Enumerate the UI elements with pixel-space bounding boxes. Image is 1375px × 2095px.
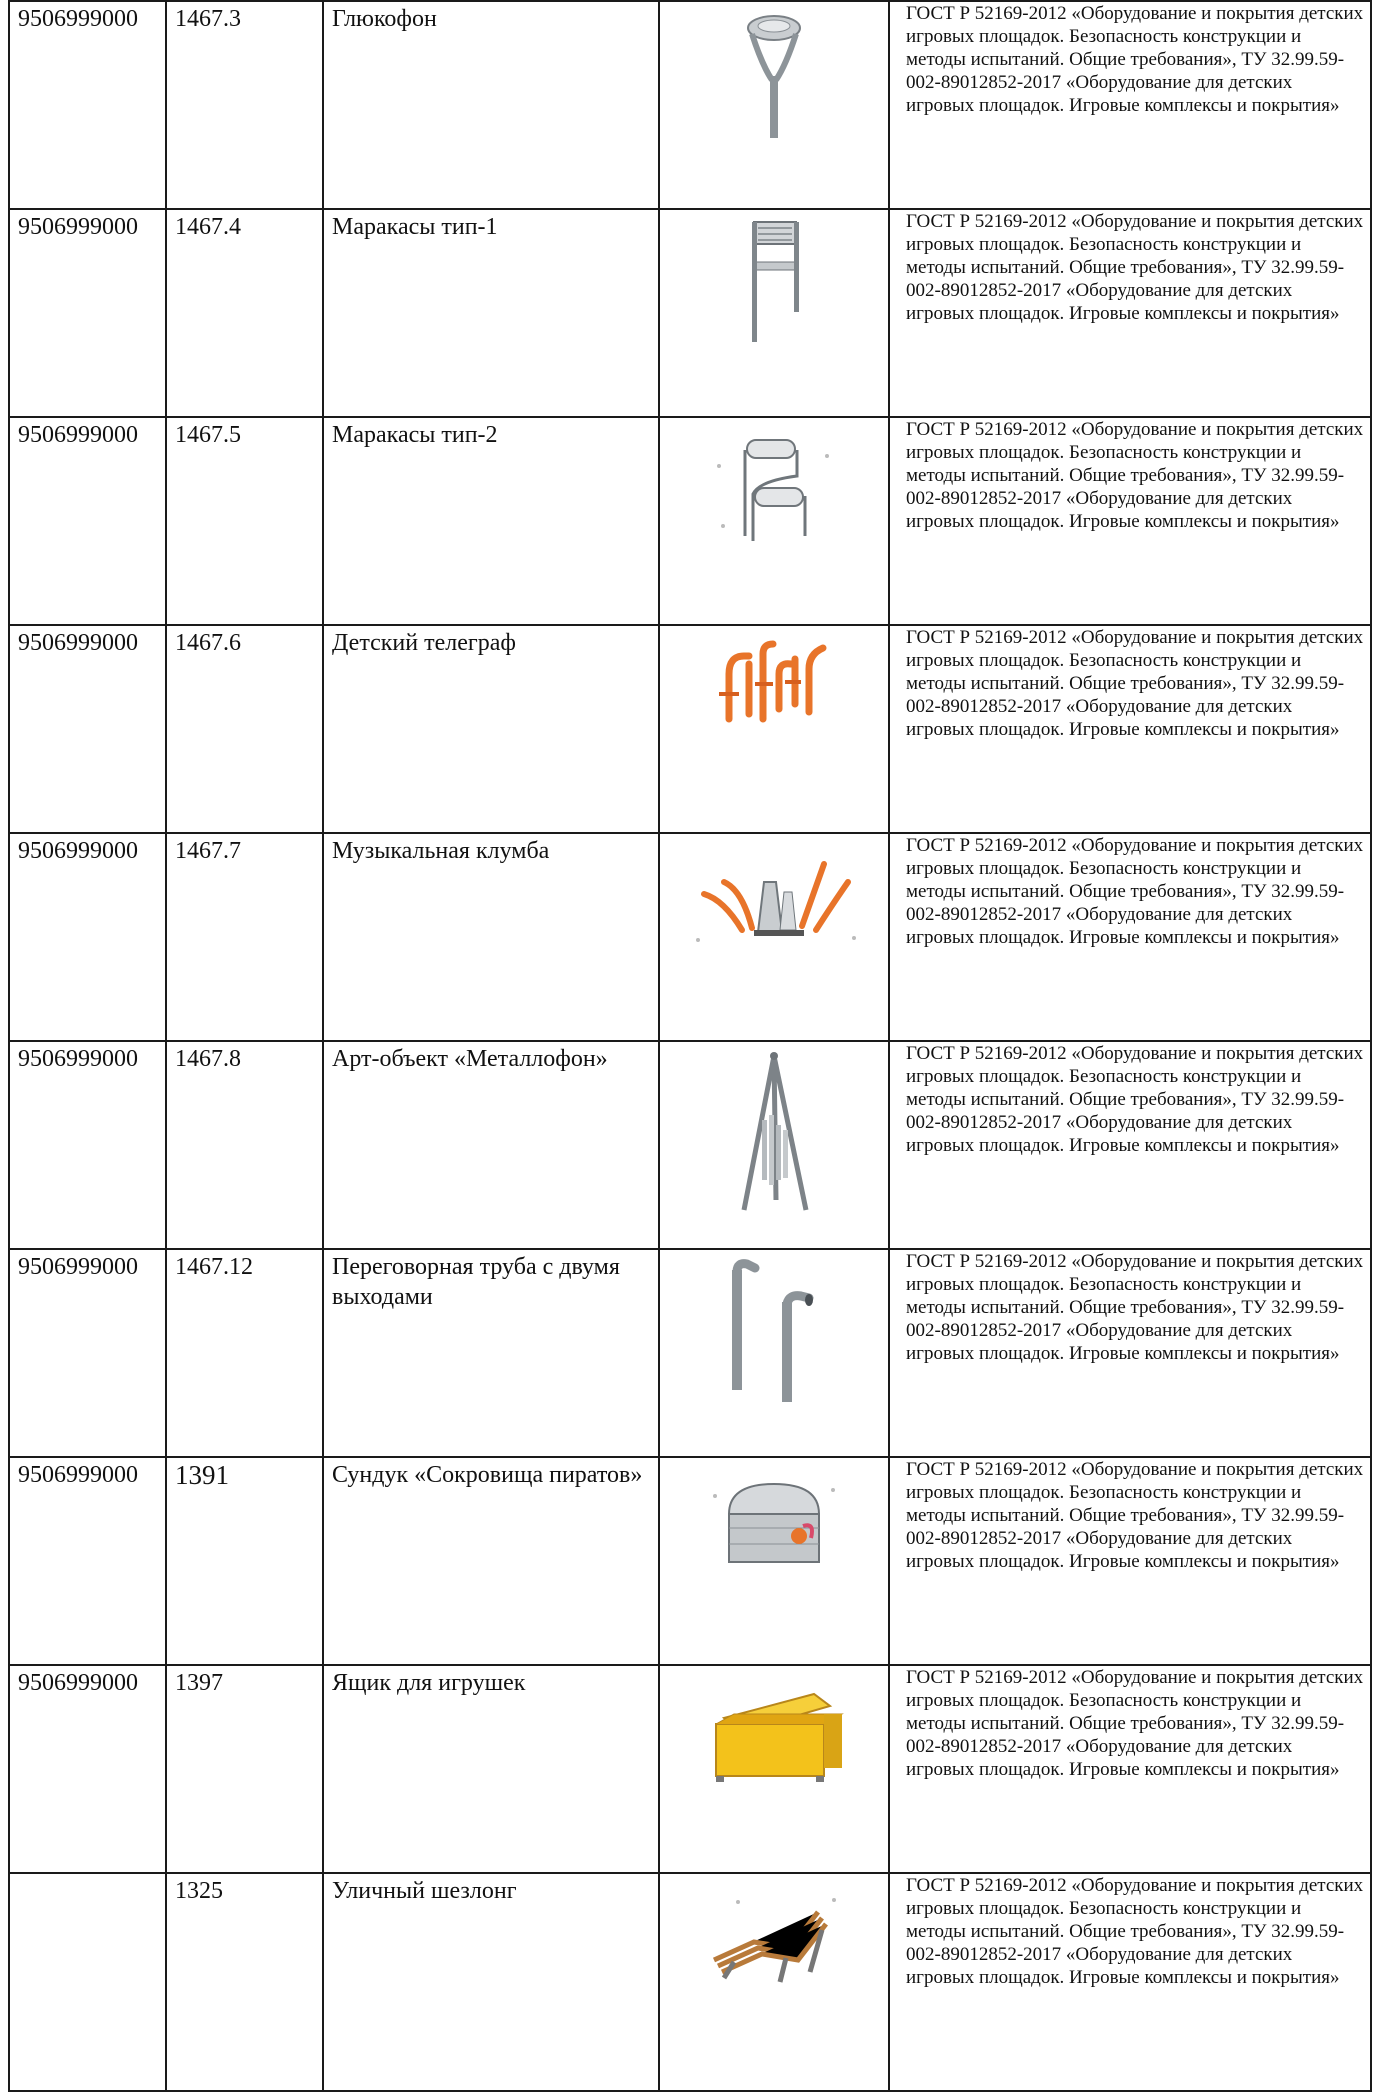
number-cell: 1467.6 bbox=[166, 625, 323, 833]
code-cell: 9506999000 bbox=[9, 1, 166, 209]
image-cell bbox=[659, 1249, 889, 1457]
maracas-type2-picture bbox=[699, 426, 849, 556]
code-cell: 9506999000 bbox=[9, 1041, 166, 1249]
equipment-table bbox=[8, 0, 1372, 2092]
image-cell bbox=[659, 833, 889, 1041]
name-cell: Переговорная труба с двумя выходами bbox=[323, 1249, 659, 1457]
number-cell: 1391 bbox=[166, 1457, 323, 1665]
number-cell: 1467.4 bbox=[166, 209, 323, 417]
name-cell: Маракасы тип-1 bbox=[323, 209, 659, 417]
street-lounger-picture bbox=[694, 1882, 854, 2002]
table-row bbox=[9, 625, 1371, 833]
standard-cell: ГОСТ Р 52169-2012 «Оборудование и покрытия детских игровых площадок. Безопасность конструкции и методы испытаний. Общие требования», ТУ 32.99.59-002-89012852-2017 «Оборудование для детских игровых площадок. Игровые комплексы и покрытия» bbox=[889, 417, 1371, 625]
standard-cell: ГОСТ Р 52169-2012 «Оборудование и покрытия детских игровых площадок. Безопасность конструкции и методы испытаний. Общие требования», ТУ 32.99.59-002-89012852-2017 «Оборудование для детских игровых площадок. Игровые комплексы и покрытия» bbox=[889, 833, 1371, 1041]
name-cell: Музыкальная клумба bbox=[323, 833, 659, 1041]
table-row bbox=[9, 1, 1371, 209]
name-cell: Арт-объект «Металлофон» bbox=[323, 1041, 659, 1249]
code-cell: 9506999000 bbox=[9, 1457, 166, 1665]
name-cell: Уличный шезлонг bbox=[323, 1873, 659, 2091]
number-cell: 1467.7 bbox=[166, 833, 323, 1041]
table-row bbox=[9, 1457, 1371, 1665]
name-cell: Глюкофон bbox=[323, 1, 659, 209]
number-cell: 1467.5 bbox=[166, 417, 323, 625]
glucophone-picture bbox=[714, 10, 834, 140]
table-row bbox=[9, 209, 1371, 417]
image-cell bbox=[659, 1, 889, 209]
standard-cell: ГОСТ Р 52169-2012 «Оборудование и покрытия детских игровых площадок. Безопасность конструкции и методы испытаний. Общие требования», ТУ 32.99.59-002-89012852-2017 «Оборудование для детских игровых площадок. Игровые комплексы и покрытия» bbox=[889, 1873, 1371, 2091]
code-cell: 9506999000 bbox=[9, 833, 166, 1041]
musical-flowerbed-picture bbox=[684, 842, 864, 952]
standard-cell: ГОСТ Р 52169-2012 «Оборудование и покрытия детских игровых площадок. Безопасность конструкции и методы испытаний. Общие требования», ТУ 32.99.59-002-89012852-2017 «Оборудование для детских игровых площадок. Игровые комплексы и покрытия» bbox=[889, 209, 1371, 417]
name-cell: Сундук «Сокровища пиратов» bbox=[323, 1457, 659, 1665]
image-cell bbox=[659, 1665, 889, 1873]
image-cell bbox=[659, 417, 889, 625]
standard-cell: ГОСТ Р 52169-2012 «Оборудование и покрытия детских игровых площадок. Безопасность конструкции и методы испытаний. Общие требования», ТУ 32.99.59-002-89012852-2017 «Оборудование для детских игровых площадок. Игровые комплексы и покрытия» bbox=[889, 1665, 1371, 1873]
code-cell: 9506999000 bbox=[9, 1249, 166, 1457]
image-cell bbox=[659, 1873, 889, 2091]
number-cell: 1397 bbox=[166, 1665, 323, 1873]
code-cell: 9506999000 bbox=[9, 625, 166, 833]
pirate-chest-picture bbox=[699, 1466, 849, 1586]
code-cell: 9506999000 bbox=[9, 1665, 166, 1873]
toy-box-picture bbox=[694, 1674, 854, 1794]
number-cell: 1467.8 bbox=[166, 1041, 323, 1249]
name-cell: Ящик для игрушек bbox=[323, 1665, 659, 1873]
table-row bbox=[9, 1249, 1371, 1457]
table-row bbox=[9, 833, 1371, 1041]
image-cell bbox=[659, 1457, 889, 1665]
number-cell: 1467.3 bbox=[166, 1, 323, 209]
image-cell bbox=[659, 1041, 889, 1249]
table-row bbox=[9, 1041, 1371, 1249]
name-cell: Маракасы тип-2 bbox=[323, 417, 659, 625]
telegraph-pipes-picture bbox=[699, 634, 849, 734]
image-cell bbox=[659, 209, 889, 417]
number-cell: 1467.12 bbox=[166, 1249, 323, 1457]
table-row bbox=[9, 417, 1371, 625]
image-cell bbox=[659, 625, 889, 833]
standard-cell: ГОСТ Р 52169-2012 «Оборудование и покрытия детских игровых площадок. Безопасность конструкции и методы испытаний. Общие требования», ТУ 32.99.59-002-89012852-2017 «Оборудование для детских игровых площадок. Игровые комплексы и покрытия» bbox=[889, 1249, 1371, 1457]
code-cell bbox=[9, 1873, 166, 2091]
maracas-type1-picture bbox=[714, 218, 834, 348]
name-cell: Детский телеграф bbox=[323, 625, 659, 833]
standard-cell: ГОСТ Р 52169-2012 «Оборудование и покрытия детских игровых площадок. Безопасность конструкции и методы испытаний. Общие требования», ТУ 32.99.59-002-89012852-2017 «Оборудование для детских игровых площадок. Игровые комплексы и покрытия» bbox=[889, 1041, 1371, 1249]
code-cell: 9506999000 bbox=[9, 417, 166, 625]
standard-cell: ГОСТ Р 52169-2012 «Оборудование и покрытия детских игровых площадок. Безопасность конструкции и методы испытаний. Общие требования», ТУ 32.99.59-002-89012852-2017 «Оборудование для детских игровых площадок. Игровые комплексы и покрытия» bbox=[889, 1, 1371, 209]
number-cell: 1325 bbox=[166, 1873, 323, 2091]
table-row bbox=[9, 1665, 1371, 1873]
standard-cell: ГОСТ Р 52169-2012 «Оборудование и покрытия детских игровых площадок. Безопасность конструкции и методы испытаний. Общие требования», ТУ 32.99.59-002-89012852-2017 «Оборудование для детских игровых площадок. Игровые комплексы и покрытия» bbox=[889, 1457, 1371, 1665]
table-row bbox=[9, 1873, 1371, 2091]
code-cell: 9506999000 bbox=[9, 209, 166, 417]
speaking-tube-picture bbox=[709, 1258, 839, 1408]
metallophone-picture bbox=[714, 1050, 834, 1220]
standard-cell: ГОСТ Р 52169-2012 «Оборудование и покрытия детских игровых площадок. Безопасность конструкции и методы испытаний. Общие требования», ТУ 32.99.59-002-89012852-2017 «Оборудование для детских игровых площадок. Игровые комплексы и покрытия» bbox=[889, 625, 1371, 833]
